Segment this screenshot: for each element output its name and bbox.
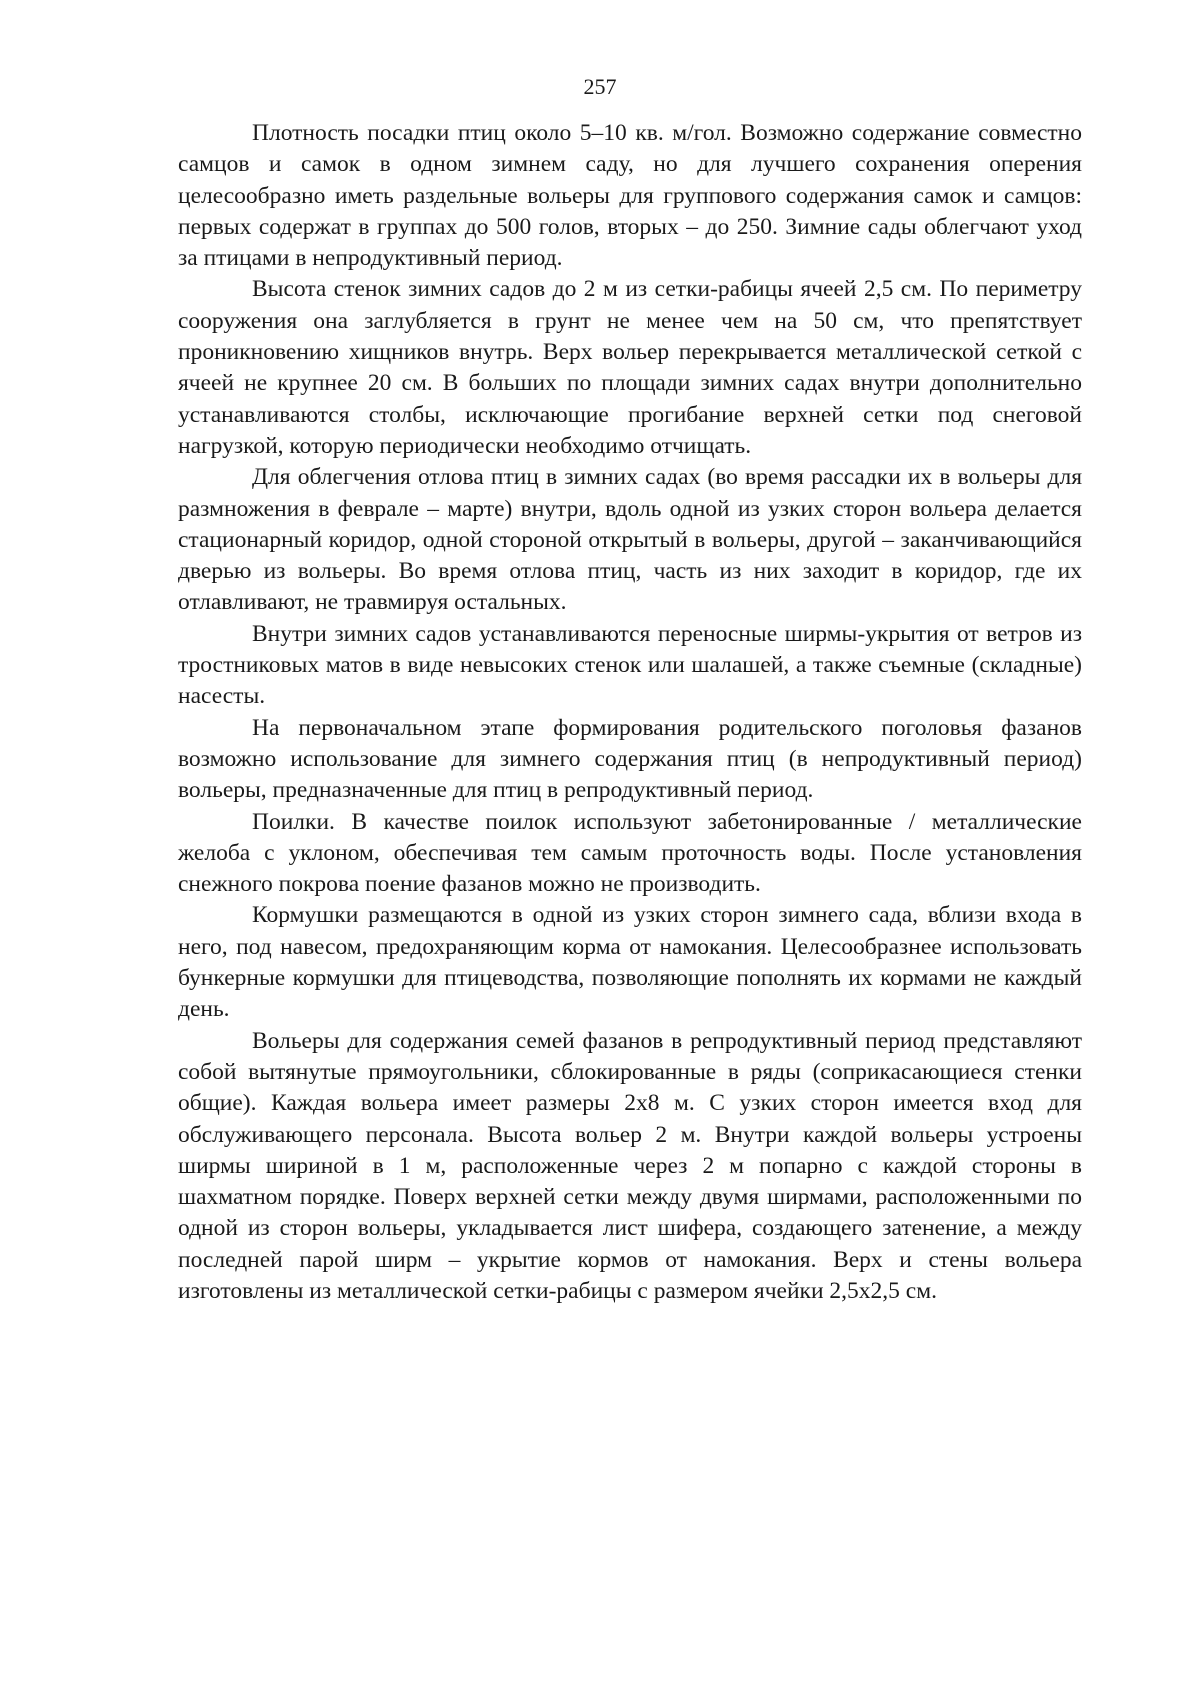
- paragraph-planting-density: Плотность посадки птиц около 5–10 кв. м/гол. Возможно содержание совместно самцов и самок в одном зимнем саду, но для лучшего сохранения оперения целесообразно иметь раздельные вольеры для группового содержания самок и самцов: первых содержат в группах до 500 голов, вторых – до 250. Зимние сады облегчают уход за птицами в непродуктивный период.: [178, 120, 1082, 272]
- paragraph-drinkers: Поилки. В качестве поилок используют забетонированные / металлические желоба с уклоном, обеспечивая тем самым проточность воды. После установления снежного покрова поение фазанов можно не производить.: [178, 808, 1082, 898]
- paragraph-initial-stage: На первоначальном этапе формирования родительского поголовья фазанов возможно использование для зимнего содержания птиц (в непродуктивный период) вольеры, предназначенные для птиц в репродуктивный период.: [178, 714, 1082, 804]
- paragraph-wall-height: Высота стенок зимних садов до 2 м из сетки-рабицы ячеей 2,5 см. По периметру сооружения она заглубляется в грунт не менее чем на 50 см, что препятствует проникновению хищников внутрь. Верх вольер перекрывается металлической сеткой с ячеей не крупнее 20 см. В больших по площади зимних садах внутри дополнительно устанавливаются столбы, исключающие прогибание верхней сетки под снеговой нагрузкой, которую периодически необходимо отчищать.: [178, 276, 1082, 459]
- body-text: [178, 118, 1082, 1307]
- page-number: 257: [583, 74, 617, 99]
- paragraph-breeding-aviaries: Вольеры для содержания семей фазанов в репродуктивный период представляют собой вытянутые прямоугольники, сблокированные в ряды (соприкасающиеся стенки общие). Каждая вольера имеет размеры 2х8 м. С узких сторон имеется вход для обслуживающего персонала. Высота вольер 2 м. Внутри каждой вольеры устроены ширмы шириной в 1 м, расположенные через 2 м попарно с каждой стороны в шахматном порядке. Поверх верхней сетки между двумя ширмами, расположенными по одной из сторон вольеры, укладывается лист шифера, создающего затенение, а между последней парой ширм – укрытие кормов от намокания. Верх и стены вольера изготовлены из металлической сетки-рабицы с размером ячейки 2,5х2,5 см.: [178, 1027, 1082, 1304]
- paragraph-feeders: Кормушки размещаются в одной из узких сторон зимнего сада, вблизи входа в него, под навесом, предохраняющим корма от намокания. Целесообразнее использовать бункерные кормушки для птицеводства, позволяющие пополнять их кормами не каждый день.: [178, 902, 1082, 1023]
- paragraph-shelters: Внутри зимних садов устанавливаются переносные ширмы-укрытия от ветров из тростниковых матов в виде невысоких стенок или шалашей, а также съемные (складные) насесты.: [178, 620, 1082, 710]
- paragraph-catching-corridor: Для облегчения отлова птиц в зимних садах (во время рассадки их в вольеры для размножения в феврале – марте) внутри, вдоль одной из узких сторон вольера делается стационарный коридор, одной стороной открытый в вольеры, другой – заканчивающийся дверью из вольеры. Во время отлова птиц, часть из них заходит в коридор, где их отлавливают, не травмируя остальных.: [178, 464, 1082, 616]
